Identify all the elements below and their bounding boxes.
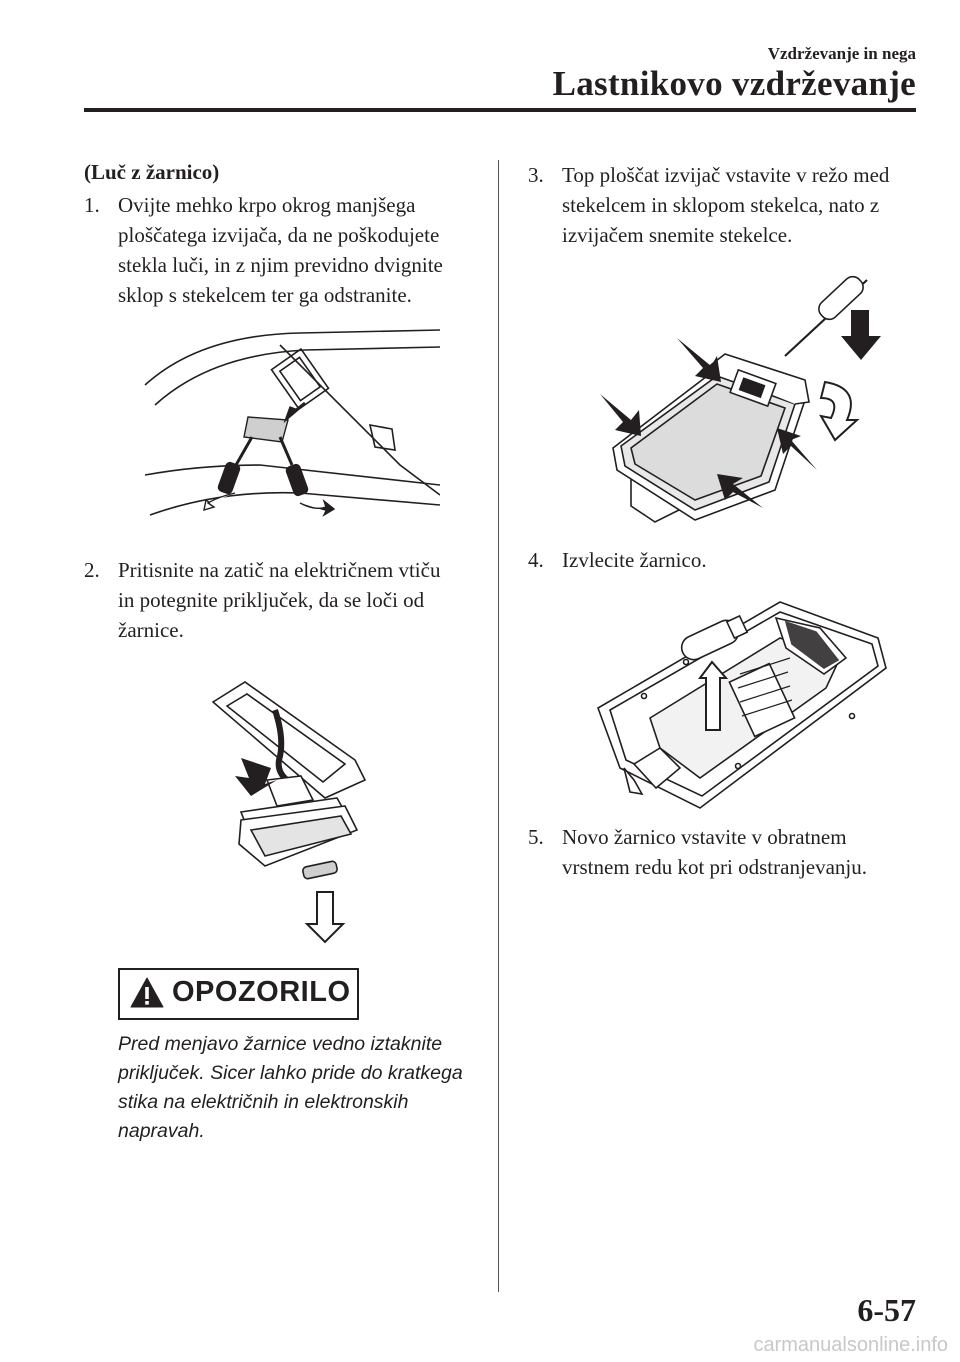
figure-pull-bulb [590,598,888,813]
step-1-number: 1. [84,193,100,217]
warning-text [118,1030,488,1146]
step-5-line-1: Novo žarnico vstavite v obratnem [562,825,847,849]
step-4 [528,545,928,575]
header-section: Vzdrževanje in nega [767,44,916,63]
step-2-line-2: in potegnite priključek, da se loči od [118,588,425,612]
column-divider [498,160,499,1292]
page-title: Lastnikovo vzdrževanje [552,64,916,103]
step-3 [528,160,928,250]
step-3-number: 3. [528,163,544,187]
step-1-line-2: ploščatega izvijača, da ne poškodujete [118,223,440,247]
step-1 [84,190,484,310]
step-2-number: 2. [84,558,100,582]
step-5-number: 5. [528,825,544,849]
step-1-line-1: Ovijte mehko krpo okrog manjšega [118,193,416,217]
subtitle: (Luč z žarnico) [84,160,220,184]
step-4-number: 4. [528,548,544,572]
warning-line-2: priključek. Sicer lahko pride do kratkega [118,1062,463,1084]
figure-disconnect-plug [205,680,375,945]
figure-remove-lens [140,325,440,520]
step-5-line-2: vrstnem redu kot pri odstranjevanju. [562,855,868,879]
step-4-line-1: Izvlecite žarnico. [562,548,707,572]
step-3-line-3: izvijačem snemite stekelce. [562,223,793,247]
step-3-line-1: Top ploščat izvijač vstavite v režo med [562,163,890,187]
warning-label: OPOZORILO [172,976,351,1008]
warning-line-4: napravah. [118,1120,205,1142]
step-3-line-2: stekelcem in sklopom stekelca, nato z [562,193,880,217]
step-2 [84,555,484,645]
warning-triangle-icon [130,976,164,1010]
figure-remove-glass [595,270,885,540]
header-rule [84,108,916,112]
watermark: carmanualsonline.info [753,1334,948,1356]
step-2-line-3: žarnice. [118,618,184,642]
step-2-line-1: Pritisnite na zatič na električnem vtiču [118,558,441,582]
step-1-line-4: sklop s stekelcem ter ga odstranite. [118,283,412,307]
page-number: 6-57 [857,1292,916,1328]
warning-box [118,968,359,1020]
step-1-line-3: stekla luči, in z njim previdno dvignite [118,253,443,277]
warning-line-1: Pred menjavo žarnice vedno iztaknite [118,1033,443,1055]
warning-line-3: stika na električnih in elektronskih [118,1091,409,1113]
step-5 [528,822,928,882]
